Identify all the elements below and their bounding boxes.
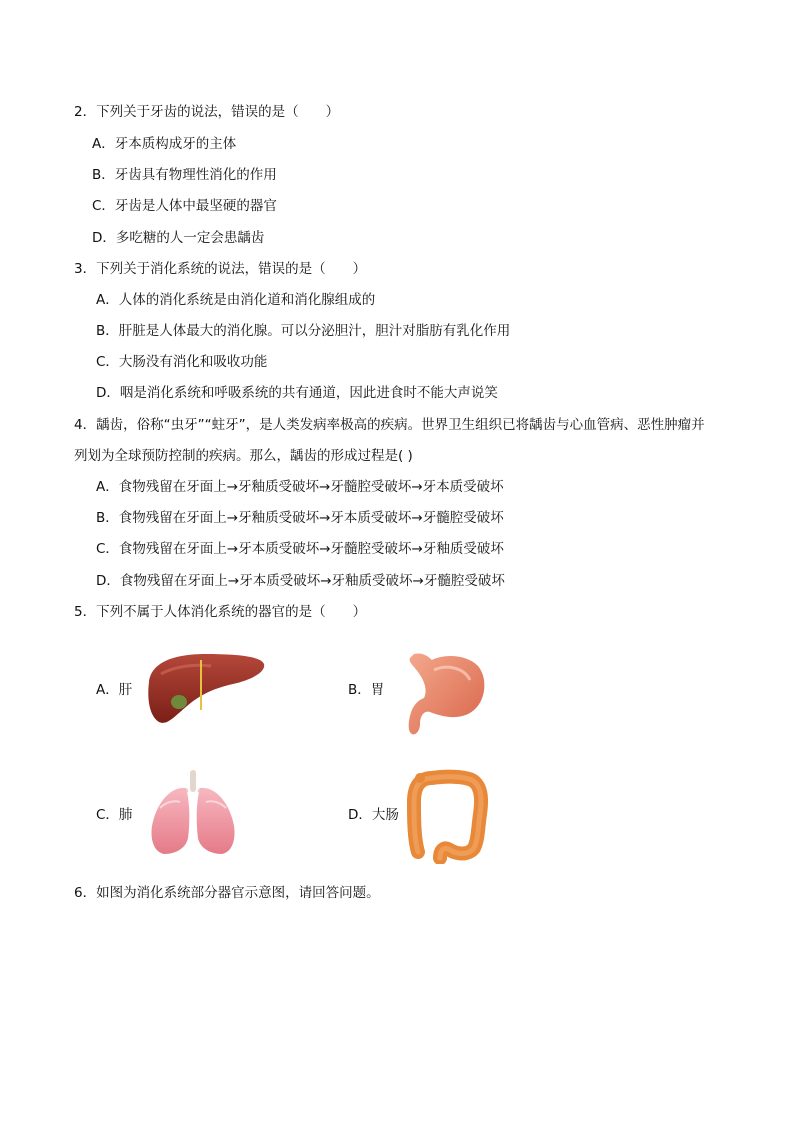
question-2-option-d: D．多吃糖的人一定会患龋齿	[92, 230, 265, 246]
liver-icon	[145, 650, 267, 730]
question-2-option-a: A．牙本质构成牙的主体	[92, 136, 237, 152]
question-2-option-c: C．牙齿是人体中最坚硬的器官	[92, 198, 277, 214]
question-5-stem: 5．下列不属于人体消化系统的器官的是（ ）	[74, 604, 367, 620]
question-4-option-a: A．食物残留在牙面上→牙釉质受破坏→牙髓腔受破坏→牙本质受破坏	[96, 479, 504, 495]
question-3-stem: 3．下列关于消化系统的说法，错误的是（ ）	[74, 261, 367, 277]
question-4-option-d: D．食物残留在牙面上→牙本质受破坏→牙釉质受破坏→牙髓腔受破坏	[96, 573, 505, 589]
large-intestine-icon	[406, 768, 488, 864]
question-4-option-b: B．食物残留在牙面上→牙釉质受破坏→牙本质受破坏→牙髓腔受破坏	[96, 510, 504, 526]
question-3-option-b: B．肝脏是人体最大的消化腺。可以分泌胆汁，胆汁对脂肪有乳化作用	[96, 323, 511, 339]
question-4-stem-line2: 列划为全球预防控制的疾病。那么，龋齿的形成过程是( )	[74, 448, 413, 464]
question-2-stem: 2．下列关于牙齿的说法，错误的是（ ）	[74, 104, 340, 120]
stomach-icon	[404, 650, 488, 738]
question-5-option-b: B．胃	[348, 682, 385, 698]
question-3-option-a: A．人体的消化系统是由消化道和消化腺组成的	[96, 292, 376, 308]
question-4-option-c: C．食物残留在牙面上→牙本质受破坏→牙髓腔受破坏→牙釉质受破坏	[96, 541, 504, 557]
question-5-option-a: A．肝	[96, 682, 133, 698]
question-2-option-b: B．牙齿具有物理性消化的作用	[92, 167, 277, 183]
question-6-stem: 6．如图为消化系统部分器官示意图，请回答问题。	[74, 885, 380, 901]
lungs-icon	[146, 768, 240, 858]
question-5-option-c: C．肺	[96, 807, 133, 823]
question-3-option-c: C．大肠没有消化和吸收功能	[96, 354, 268, 370]
question-4-stem-line1: 4．龋齿，俗称“虫牙”“蛀牙”，是人类发病率极高的疾病。世界卫生组织已将龋齿与心血管病、恶性肿瘤并	[74, 417, 705, 433]
question-3-option-d: D．咽是消化系统和呼吸系统的共有通道，因此进食时不能大声说笑	[96, 385, 498, 401]
question-5-option-d: D．大肠	[348, 807, 399, 823]
